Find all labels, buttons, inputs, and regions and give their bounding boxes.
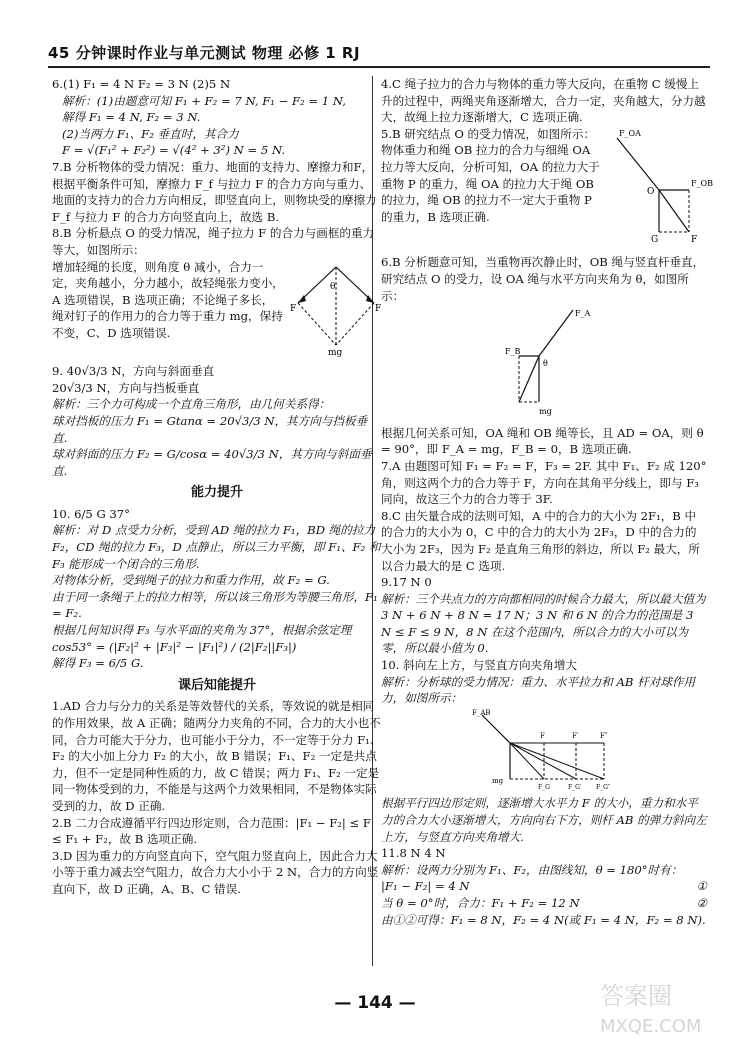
answer-r11 [381,845,707,928]
answer-9 [52,363,382,479]
equation-text: |F₁ − F₂| = 4 N [381,879,470,894]
left-column [52,76,382,898]
label-fg-double-prime: F_G″ [596,783,611,791]
equation-text: 当 θ = 0°时，合力：F₁ + F₂ = 12 N [381,896,580,910]
solution-line: 解析：(1)由题意可知 F₁ + F₂ = 7 N, F₁ − F₂ = 1 N, [62,93,346,108]
answer-line: 20√3/3 N，方向与挡板垂直 [52,380,200,395]
solution-line: 解析：对 D 点受力分析，受到 AD 绳的拉力 F₁，BD 绳的拉力 F₂，CD 绳的拉力 F₃，D 点静止，所以三力平衡，即 F₁、F₂ 和 F₃ 能形成一个闭合的三角形. [52,523,381,571]
label-f: F [290,303,297,314]
answer-line: 4.C 绳子拉力的合力与物体的重力等大反向，在重物 C 缓慢上升的过程中，两绳夹角逐渐增大，合力一定，夹角越大，分力越大，故绳上拉力逐渐增大，C 选项正确. [381,77,706,125]
answer-line: 7.A 由题图可知 F₁ = F₂ = F，F₃ = 2F. 其中 F₁、F₂ 成 120°角，则这两个力的合力等于 F，方向在其角平分线上，即与 F₃ 同向，故这三个力的合力等于 3F. [381,458,707,507]
label-f-prime: F′ [572,731,579,740]
answer-line: 5.B 研究结点 O 的受力情况，如图所示： [381,126,596,141]
answer-line: 10. 斜向左上方，与竖直方向夹角增大 [381,658,578,673]
answer-line: 6.(1) F₁ = 4 N F₂ = 3 N (2)5 N [52,77,231,91]
label-g: G [651,234,659,245]
solution-line: 根据平行四边形定则，逐渐增大水平力 F 的大小，重力和水平力的合力大小逐渐增大，方向向右下方，则杆 AB 的弹力斜向左上方，与竖直方向夹角增大. [381,796,707,844]
solution-line: 由于同一条绳子上的拉力相等，所以该三角形为等腰三角形，F₁ = F₂. [52,589,378,621]
figure-5 [607,128,713,253]
label-f: F [375,303,382,314]
label-fa: F_A [575,309,591,319]
label-fb: F_B [505,347,521,357]
answer-line: 9. 40√3/3 N，方向与斜面垂直 [52,364,215,379]
after-class-2 [52,815,382,848]
label-foa: F_OA [619,128,641,138]
force-diagram-5 [607,128,713,248]
answer-line: 物体重力和绳 OB 拉力的合力与细绳 OA 拉力等大反向，分析可知，OA 的拉力大于重物 P 的重力，绳 OA 的拉力大于绳 OB 的拉力，绳 OB 的拉力不一定大于重物 P 的重力，B 选项正确. [381,143,600,224]
label-theta: θ [330,281,336,292]
solution-line: 解析：三个共点力的方向都相同的时候合力最大，所以最大值为 3 N + 6 N + 8 N = 17 N；3 N 和 6 N 的合力的范围是 3 N ≤ F ≤ 9 N，8 N 在这个范围内，所以合力的大小可以为零，所以最小值为 0. [381,591,706,656]
equation-2 [381,895,707,912]
solution-line: (2)当两力 F₁、F₂ 垂直时，其合力 [62,126,239,141]
page-number: — 144 — [334,993,416,1013]
section-title-ability: 能力提升 [190,485,243,501]
label-fob: F_OB [691,178,713,188]
solution-line: 根据几何知识得 F₃ 与水平面的夹角为 37°，根据余弦定理 cos53° = (|F₂|² + |F₃|² − |F₁|²) / (2|F₂||F₃|) [52,623,352,654]
solution-line: 解析：三个力可构成一个直角三角形，由几何关系得： [52,397,331,412]
answer-r6 [381,254,707,458]
page-header: 45 分钟课时作业与单元测试 物理 必修 1 RJ [48,44,361,62]
solution-line: 球对挡板的压力 F₁ = Gtanα = 20√3/3 N，其方向与挡板垂直. [52,413,368,445]
after-class-1 [52,698,382,814]
solution-line: 解得 F₃ = 6/5 G. [52,656,144,671]
answer-r4 [381,76,707,126]
answer-line: 9.17 N 0 [381,575,432,590]
equation-1 [381,878,707,895]
solution-line: 对物体分析，受到绳子的拉力和重力作用，故 F₂ = G. [52,573,330,588]
solution-line: 由①②可得：F₁ = 8 N，F₂ = 4 N(或 F₁ = 4 N，F₂ = 8 N). [381,912,706,927]
equation-marker: ① [696,879,707,894]
answer-line: 7.B 分析物体的受力情况：重力、地面的支持力、摩擦力和F，根据平衡条件可知，摩擦力 F_f 与拉力 F 的合力方向与重力、地面的支持力的合力方向相反，即竖直向上，则物块受的摩擦力 F_f 与拉力 F 的合力方向竖直向上，故选 B. [52,159,377,224]
solution-line: 解析：分析球的受力情况：重力、水平拉力和 AB 杆对球作用力，如图所示： [381,674,696,706]
answer-line: 8.B 分析悬点 O 的受力情况，绳子拉力 F 的合力与画框的重力等大，如图所示： [52,226,375,257]
answer-r7 [381,458,707,508]
answer-r8 [381,508,707,574]
answer-7 [52,159,382,225]
label-o: O [647,186,655,197]
figure-10 [381,707,707,796]
label-fab: F_AB [472,708,491,717]
answer-line: 8.C 由矢量合成的法则可知，A 中的合力的大小为 2F₁，B 中的合力的大小为 0，C 中的合力的大小为 2F₃，D 中的合力的大小为 2F₃，因为 F₂ 是直角三角形的斜边，所以 F₂ 最大，所以合力最大的是 C 选项. [381,508,700,573]
label-f: F [540,731,545,740]
figure-8 [290,261,382,362]
answer-r9 [381,574,707,657]
right-column [381,76,713,928]
answer-line: 根据几何关系可知，OA 绳和 OB 绳等长，且 AD = OA，则 θ = 90°，即 F_A = mg，F_B = 0，B 选项正确. [381,425,704,457]
force-diagram-8 [290,261,382,357]
solution-line: F = √(F₁² + F₂²) = √(4² + 3²) N = 5 N. [62,143,286,158]
answer-6 [52,76,382,159]
answer-line: 10. 6/5 G 37° [52,506,130,521]
watermark-logo [592,974,742,1040]
force-diagram-6 [499,304,589,420]
watermark-text: 答案圈 [600,982,672,1010]
label-mg: mg [492,776,504,785]
label-fg: F_G [538,783,550,791]
answer-10 [52,506,382,672]
label-mg: mg [328,347,343,358]
label-fg-prime: F_G′ [568,783,582,791]
solution-line: 球对斜面的压力 F₂ = G/cosα = 40√3/3 N，其方向与斜面垂直. [52,447,372,478]
label-mg: mg [539,407,552,417]
label-f: F [691,234,698,245]
section-title-after-class: 课后知能提升 [177,677,256,693]
figure-6 [381,304,707,425]
answer-line: 2.B 二力合成遵循平行四边形定则，合力范围：|F₁ − F₂| ≤ F ≤ F₁ + F₂，故 B 选项正确. [52,815,371,847]
solution-line: 解析：设两力分别为 F₁、F₂，由图线知，θ = 180°时有： [381,862,683,877]
force-diagram-10 [464,707,624,791]
equation-marker: ② [696,896,707,910]
answer-r10 [381,657,707,845]
answer-r5 [381,126,713,255]
answer-line: 3.D 因为重力的方向竖直向下，空气阻力竖直向上，因此合力大小等于重力减去空气阻力，故合力大小小于 2 N，合力的方向竖直向下，故 D 正确，A、B、C 错误. [52,848,379,896]
watermark-domain: MXQE.COM [600,1016,702,1037]
answer-line: 增加轻绳的长度，则角度 θ 减小，合力一定，夹角越小，分力越小，故轻绳张力变小，A 选项错误，B 选项正确；不论绳子多长，绳对钉子的作用力的合力等于重力 mg，保持不变，C、D 选项错误. [52,259,284,340]
answer-line: 11.8 N 4 N [381,846,446,861]
answer-8 [52,225,382,363]
solution-line: 解得 F₁ = 4 N, F₂ = 3 N. [62,110,201,125]
label-theta: θ [543,359,548,369]
header-divider [48,66,710,68]
answer-line: 6.B 分析题意可知，当重物再次静止时，OB 绳与竖直杆垂直，研究结点 O 的受力，设 OA 绳与水平方向夹角为 θ，如图所示： [381,255,705,303]
after-class-3 [52,848,382,898]
label-f-double-prime: F″ [600,731,608,740]
answer-line: 1.AD 合力与分力的关系是等效替代的关系，等效说的就是相同的作用效果，故 A 正确；随两分力夹角的不同，合力的大小也不同，合力可能大于分力，也可能小于分力，不一定等于分力 F₁、F₂ 的大小加上分力 F₂ 的大小，故 B 错误；F₁、F₂ 一定是共点力，但不一定是同种性质的力，故 C 错误；两力 F₁、F₂ 一定是同一物体受到的力，不能是与这两个力效果相同，不是物体实际受到的力，故 D 正确. [52,699,382,813]
